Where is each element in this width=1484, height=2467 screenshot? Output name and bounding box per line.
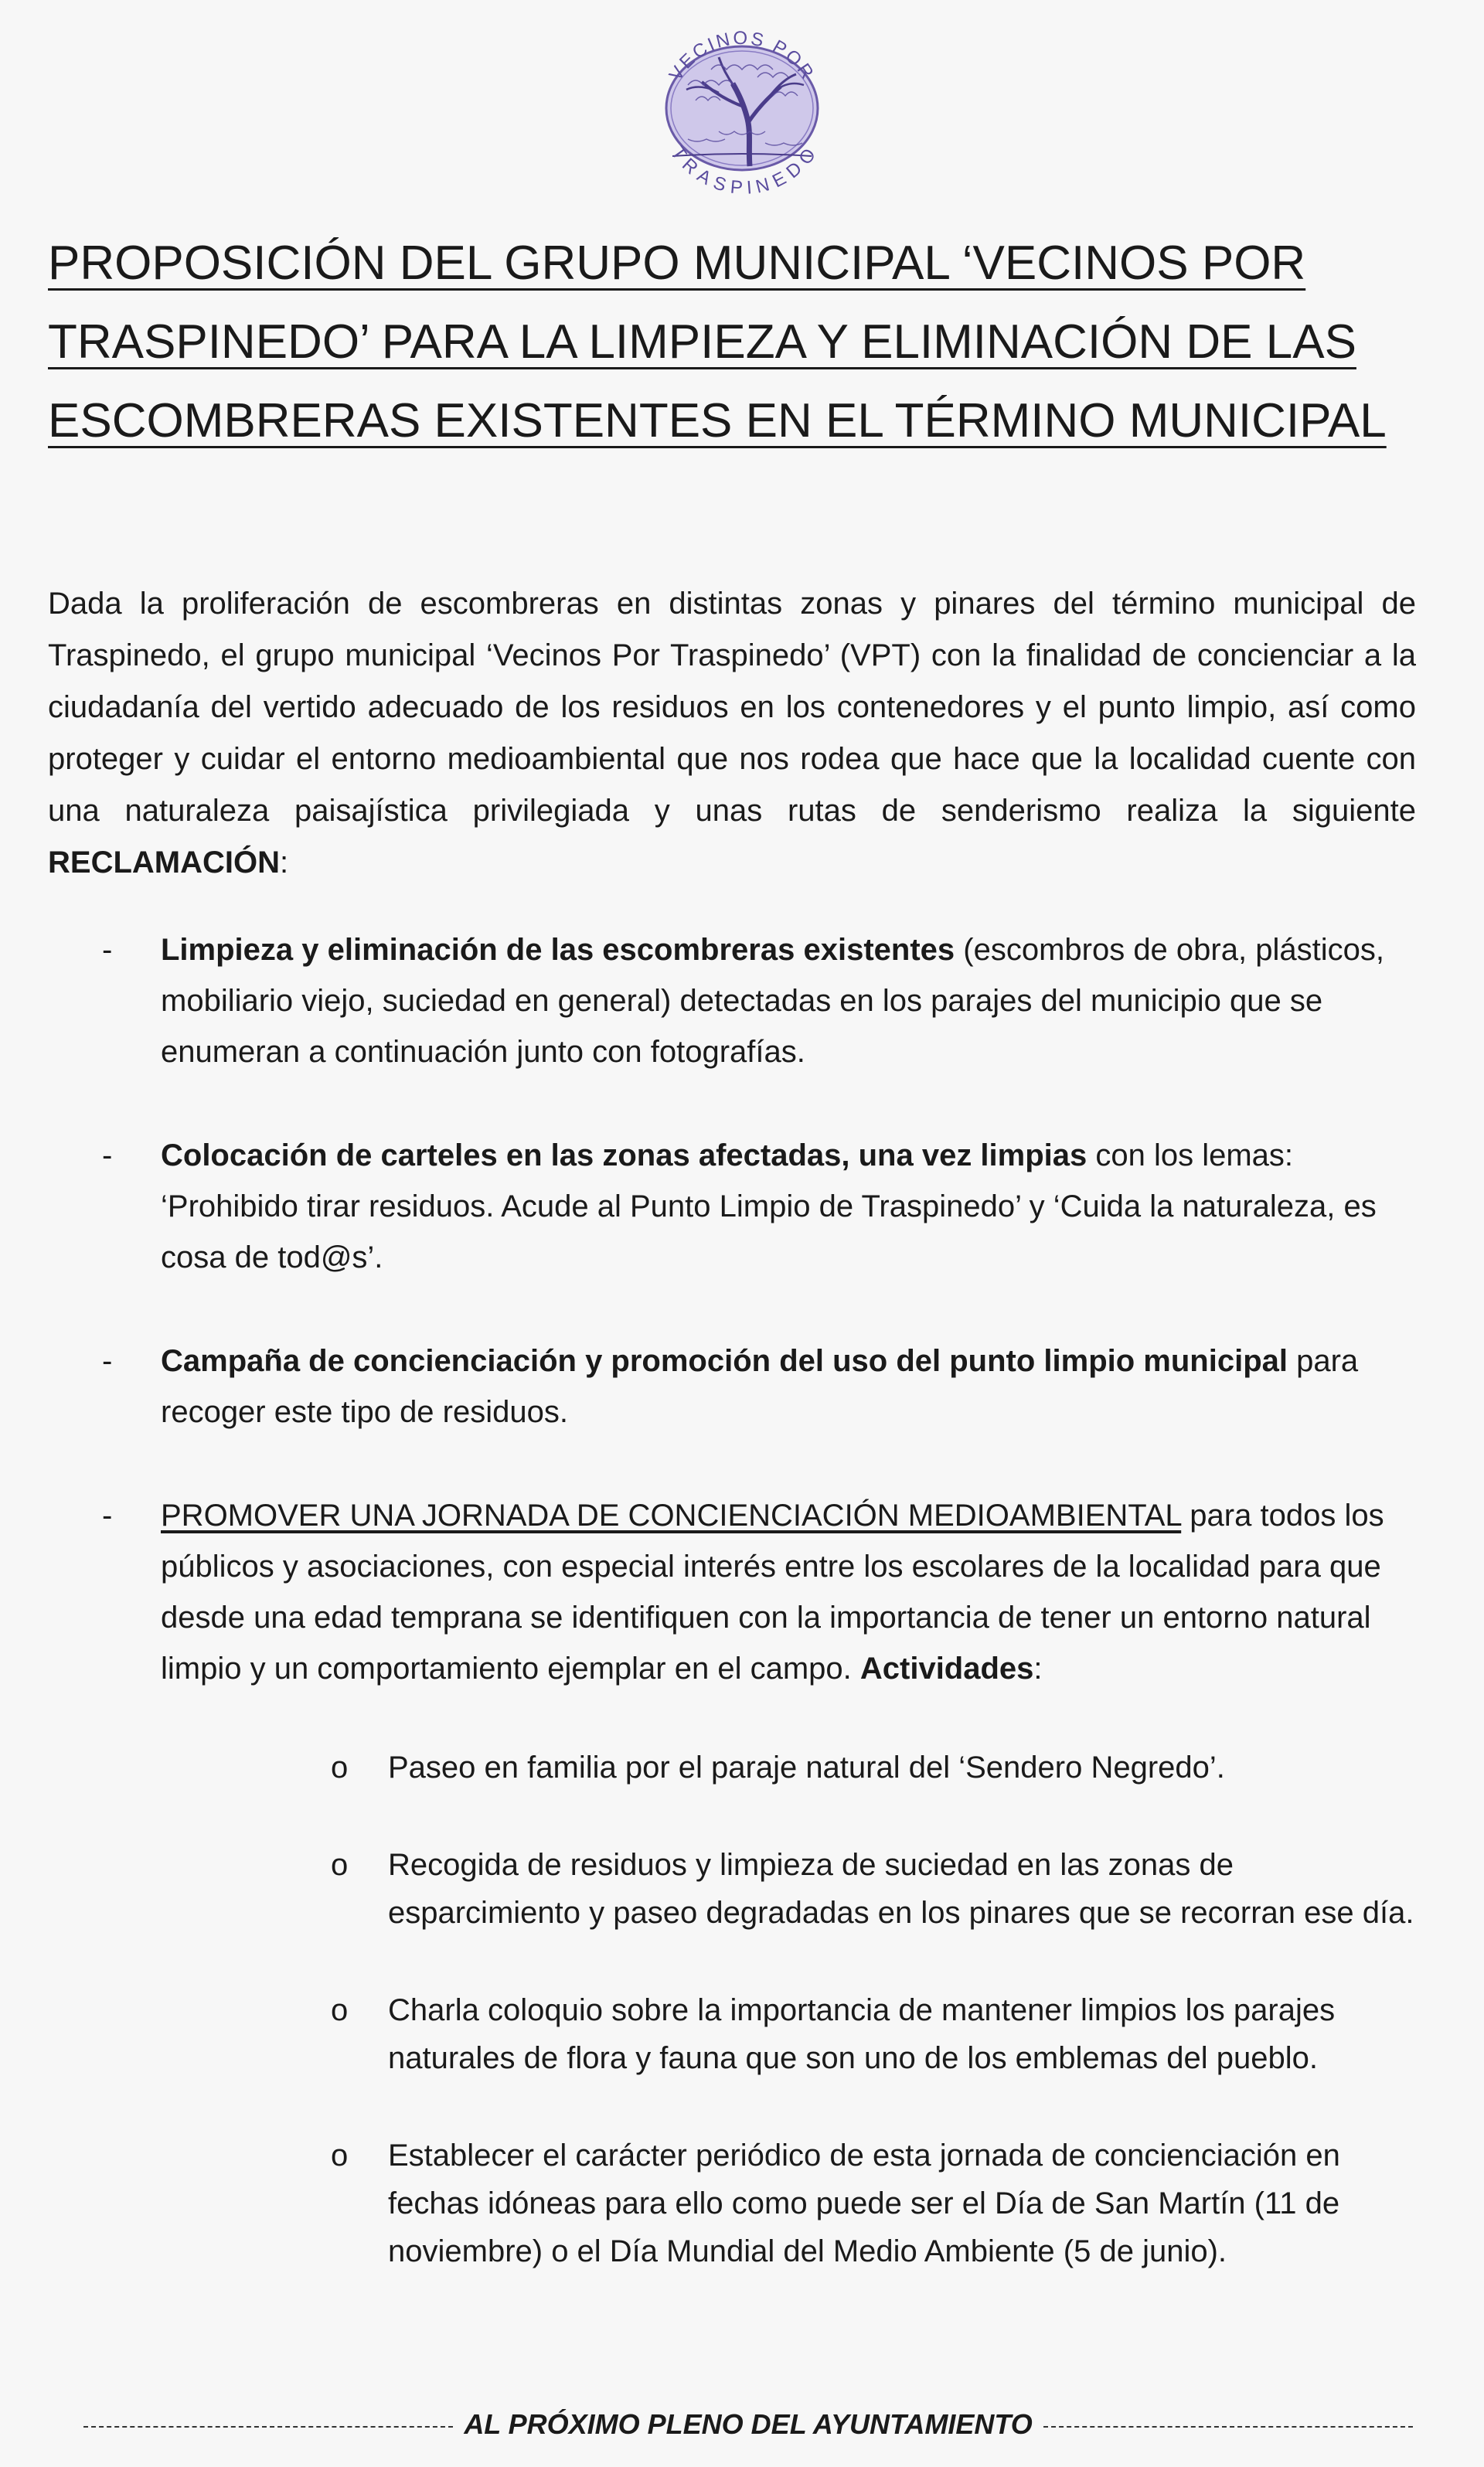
intro-paragraph	[48, 578, 1416, 889]
circle-bullet: o	[331, 1993, 349, 2027]
activity-item	[161, 2132, 1416, 2275]
footer-rule-left	[83, 2426, 453, 2428]
footer	[83, 2405, 1413, 2444]
circle-bullet: o	[331, 2139, 349, 2173]
activity-text: Paseo en familia por el paraje natural del ‘Sendero Negredo’.	[388, 1751, 1225, 1785]
activity-text: Establecer el carácter periódico de esta jornada de concienciación en fechas idóneas para ello como puede ser el Día de San Martín (11 de noviembre) o el Día Mundial del Medio Ambiente (5 de junio).	[388, 2139, 1340, 2268]
item-text: para todos los públicos y asociaciones, con especial interés entre los escolares de la localidad para que desde una edad temprana se identifiquen con la importancia de tener un entorno natural limpio y un comportamiento ejemplar en el campo.	[161, 1499, 1384, 1686]
title-line-1: PROPOSICIÓN DEL GRUPO MUNICIPAL ‘VECINOS POR	[48, 236, 1306, 290]
circle-bullet: o	[331, 1751, 349, 1785]
item-underline: PROMOVER UNA JORNADA DE CONCIENCIACIÓN MEDIOAMBIENTAL	[161, 1499, 1182, 1533]
activity-item	[161, 1986, 1416, 2082]
title-line-3: ESCOMBRERAS EXISTENTES EN EL TÉRMINO MUNICIPAL	[48, 394, 1387, 447]
activities-list	[161, 1744, 1416, 2275]
item-text: con los lemas: ‘Prohibido tirar residuos. Acude al Punto Limpio de Traspinedo’ y ‘Cuida la naturaleza, es cosa de tod@s’.	[161, 1138, 1377, 1274]
intro-end: :	[279, 846, 289, 880]
logo	[642, 15, 842, 201]
dash-bullet: -	[102, 933, 113, 967]
logo-top-text: VECINOS POR	[665, 28, 819, 85]
document-title	[48, 224, 1439, 461]
item-text: (escombros de obra, plásticos, mobiliario viejo, suciedad en general) detectadas en los parajes del municipio que se enumeran a continuación junto con fotografías.	[161, 933, 1384, 1069]
item-bold: Campaña de concienciación y promoción del uso del punto limpio municipal	[161, 1344, 1288, 1378]
list-item	[48, 924, 1416, 1077]
item-bold: Colocación de carteles en las zonas afectadas, una vez limpias	[161, 1138, 1087, 1172]
dash-bullet: -	[102, 1344, 113, 1378]
dash-bullet: -	[102, 1499, 113, 1533]
list-item	[48, 1130, 1416, 1283]
intro-text: Dada la proliferación de escombreras en distintas zonas y pinares del término municipal de Traspinedo, el grupo municipal ‘Vecinos Por Traspinedo’ (VPT) con la finalidad de concienciar a la ciudadanía del vertido adecuado de los residuos en los contenedores y el punto limpio, así como proteger y cuidar el entorno medioambiental que nos rodea que hace que la localidad cuente con una naturaleza paisajística privilegiada y unas rutas de senderismo realiza la siguiente	[48, 587, 1416, 828]
list-item	[48, 1336, 1416, 1438]
activity-item	[161, 1841, 1416, 1937]
dash-bullet: -	[102, 1138, 113, 1172]
activity-text: Recogida de residuos y limpieza de suciedad en las zonas de esparcimiento y paseo degradadas en los pinares que se recorran ese día.	[388, 1848, 1414, 1930]
reclamation-list	[48, 924, 1416, 2275]
intro-bold: RECLAMACIÓN	[48, 846, 280, 880]
footer-rule-right	[1043, 2426, 1413, 2428]
activity-text: Charla coloquio sobre la importancia de mantener limpios los parajes naturales de flora y fauna que son uno de los emblemas del pueblo.	[388, 1993, 1336, 2075]
item-bold-end: Actividades	[859, 1652, 1034, 1686]
item-end: :	[1033, 1652, 1043, 1686]
logo-bottom-text: TRASPINEDO	[667, 142, 822, 199]
tree-emblem-icon	[642, 15, 842, 201]
title-line-2: TRASPINEDO’ PARA LA LIMPIEZA Y ELIMINACIÓN DE LAS	[48, 315, 1356, 369]
activity-item	[161, 1744, 1416, 1792]
list-item	[48, 1490, 1416, 2275]
circle-bullet: o	[331, 1848, 349, 1882]
item-bold: Limpieza y eliminación de las escombreras existentes	[161, 933, 955, 967]
footer-text: AL PRÓXIMO PLENO DEL AYUNTAMIENTO	[464, 2408, 1033, 2440]
item-text: para recoger este tipo de residuos.	[161, 1344, 1359, 1429]
